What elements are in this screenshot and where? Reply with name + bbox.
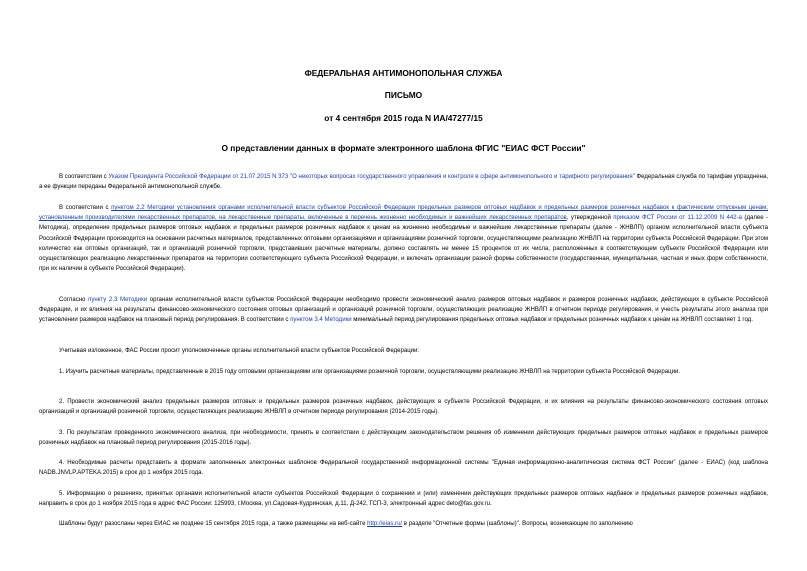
paragraph-text: минимальный период регулирования предельных оптовых надбавок и предельных розничных надбавок к ценам на ЖНВЛП составляет 1 год.	[351, 317, 753, 324]
paragraph-text: В соответствии с	[59, 205, 112, 211]
paragraph-text: Федеральная служба по тарифам упразднена, а ее функции переданы Федеральной антимонопольной службе.	[39, 174, 769, 191]
decree-link[interactable]: Указом Президента Российской Федерации от 21.07.2015 N 373 "О некоторых вопросах государственного управления и контроля в сфере антимонопольного и тарифного регулирования"	[108, 174, 635, 180]
list-item-3: 3. По результатам проведенного экономического анализа, при необходимости, принять в соответствии с действующим законодательством решения об изменении действующих предельных размеров оптовых надбавок и предельных размеров розничных надбавок на плановый период регулирования (2015-2016 годы).	[39, 430, 768, 447]
document-subject: О представлении данных в формате электронного шаблона ФГИС "ЕИАС ФСТ России"	[221, 143, 586, 153]
list-item-1: 1. Изучить расчетные материалы, представленные в 2015 году оптовыми организациями или организациями розничной торговли, осуществляющими реализацию ЖНВЛП на территории субъекта Российской Федерации.	[59, 369, 681, 375]
paragraph-text: органам исполнительной власти субъектов Российской Федерации необходимо провести экономический анализ размеров оптовых надбавок и размеров розничных надбавок, действующих в субъекте Российской Федерации, и их влияния на результаты финансово-экономического состояния оптовых организаций и организаций розничной торговли, осуществляющих реализацию ЖНВЛП в отчетном периоде регулирования, и учесть результаты этого анализа при установлении размеров надбавок на плановый период регулирования. В соответствии с	[39, 297, 768, 324]
document-date-number: от 4 сентября 2015 года N ИА/47277/15	[324, 113, 483, 123]
paragraph-text: В соответствии с	[59, 174, 109, 180]
paragraph-text: в разделе "Отчетные формы (шаблоны)". Вопросы, возникающие по заполнению	[402, 521, 633, 527]
methodology-2-2-link[interactable]: пунктом 2.2 Методики установления органами исполнительной власти субъектов Российской Федерации предельных размеров оптовых надбавок и предельных размеров розничных надбавок к фактическим отпускным ценам, установленным производителями лекарственных препаратов, на лекарственные препараты, включенные в перечень жизненно необходимых и важнейших лекарственных препаратов	[39, 205, 768, 222]
agency-name: ФЕДЕРАЛЬНАЯ АНТИМОНОПОЛЬНАЯ СЛУЖБА	[304, 68, 503, 78]
document-type: ПИСЬМО	[384, 90, 423, 100]
paragraph-4: Учитывая изложенное, ФАС России просит уполномоченные органы исполнительной власти субъектов Российской Федерации:	[59, 348, 420, 354]
list-item-5: 5. Информацию о решениях, принятых органами исполнительной власти субъектов Российской Федерации о сохранении и (или) изменении действующих предельных размеров оптовых надбавок и предельных размеров розничных надбавок, направить в срок до 1 ноября 2015 года в адрес ФАС России: 125993, г.Москва, ул.Садовая-Кудринская, д.11, Д-242, ГСП-3, электронный адрес delo@fas.gov.ru.	[39, 491, 768, 508]
paragraph-text: , утвержденной	[566, 215, 614, 222]
eias-website-link[interactable]: http://eias.ru/	[367, 521, 403, 527]
paragraph-text: (далее - Методика), определение предельных размеров оптовых надбавок и предельных размеров розничных надбавок к ценам на жизненно необходимые и важнейшие лекарственные препараты (далее - ЖНВЛП) органом исполнительной власти субъекта Российской Федерации производится на основании расчетных материалов, представленных оптовыми организациями и организациями розничной торговли, осуществляющими реализацию ЖНВЛП на территории субъекта Российской Федерации. При этом количество как оптовых организаций, так и организаций розничной торговли, представивших расчетные материалы, должно составлять не менее 15 процентов от их числа, расположенных в соответствующем субъекте Российской Федерации или осуществляющих реализацию лекарственных препаратов на территории соответствующего субъекта Российской Федерации, и включать организации разной формы собственности (государственная, муниципальная, частная и иных форм собственности, при их наличии в субъекте Российской Федерации).	[39, 215, 768, 273]
paragraph-3	[39, 295, 768, 326]
fst-order-link[interactable]: приказом ФСТ России от 11.12.2009 N 442-а	[613, 215, 743, 222]
paragraph-1	[39, 172, 768, 192]
paragraph-2	[39, 203, 768, 274]
list-item-2: 2. Провести экономический анализ предельных размеров оптовых и предельных размеров розничных надбавок, действующих в субъекте Российской Федерации, и их влияния на результаты финансово-экономического состояния оптовых организаций и организаций розничной торговли, осуществляющих реализацию ЖНВЛП в отчетном периоде регулирования (2014-2015 годы).	[39, 399, 768, 416]
paragraph-text: Согласно	[59, 297, 89, 303]
methodology-2-3-link[interactable]: пункту 2.3 Методики	[88, 297, 148, 303]
list-item-4: 4. Необходимые расчеты представить в формате заполненных электронных шаблонов Федеральной государственной информационной системы "Единая информационно-аналитическая система ФСТ России" (далее - ЕИАС) (код шаблона NADB.JNVLP.APTEKA.2015) в срок до 1 ноября 2015 года.	[39, 460, 768, 477]
paragraph-10	[39, 519, 768, 529]
paragraph-text: Шаблоны будут разосланы через ЕИАС не позднее 15 сентября 2015 года, а также размещены на веб-сайте	[59, 521, 368, 527]
methodology-3-4-link[interactable]: пунктом 3.4 Методики	[290, 317, 352, 324]
